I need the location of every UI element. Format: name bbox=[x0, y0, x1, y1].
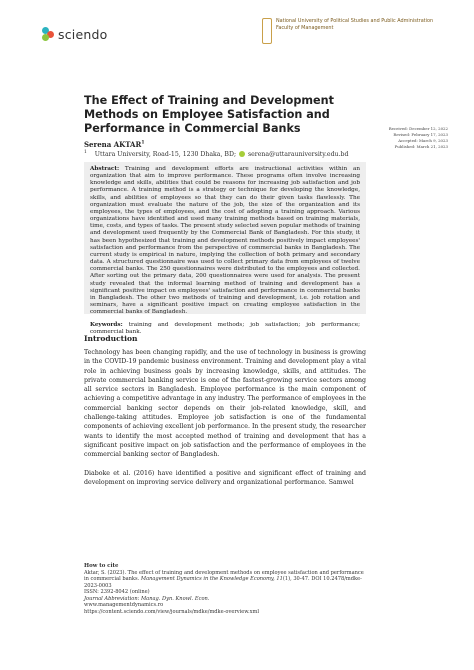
orcid-icon[interactable] bbox=[239, 151, 245, 157]
university-crest-icon bbox=[262, 18, 272, 44]
article-dates bbox=[338, 126, 448, 150]
institution-logo bbox=[262, 18, 438, 48]
citation-journal: Management Dynamics in the Knowledge Economy, 11 bbox=[140, 576, 283, 583]
citation-issue: (1), 30-47. DOI 10.2478/mdke-2023-0003 bbox=[84, 576, 362, 589]
date-published: Published: March 21, 2023 bbox=[394, 144, 448, 149]
section-heading-introduction: Introduction bbox=[84, 334, 138, 343]
citation bbox=[84, 570, 366, 590]
institution-line: Faculty of Management bbox=[276, 24, 334, 31]
issn: ISSN: 2392-8042 (online) bbox=[84, 589, 150, 596]
affiliation: Uttara University, Road-15, 1230 Dhaka, BD; bbox=[94, 151, 237, 159]
publisher-logo-text: sciendo bbox=[58, 26, 108, 42]
abstract-label: Abstract: bbox=[90, 166, 120, 172]
introduction-body bbox=[84, 348, 366, 496]
article-title: The Effect of Training and Development Methods on Employee Satisfaction and Performance in Commercial Banks bbox=[84, 94, 334, 136]
author-email[interactable]: serena@uttarauniversity.edu.bd bbox=[247, 151, 349, 159]
affiliation-number: 1 bbox=[84, 150, 87, 155]
author-line bbox=[84, 140, 144, 149]
institution-line: National University of Political Studies and Public Administration bbox=[276, 18, 434, 24]
keywords-text: training and development methods; job satisfaction; job performance; commercial bank. bbox=[90, 322, 360, 336]
author-name: Serena AKTAR bbox=[84, 140, 142, 149]
date-received: Received: December 12, 2022 bbox=[388, 126, 448, 131]
abstract-text: Training and development efforts are instructional activities within an organization that aim to improve performance. These programs often involve increasing knowledge and skills, abilities that could be reasons for increasing job satisfaction and job performance. A training method is a strategy or technique for developing the knowledge, skills, and abilities of employees so that they can do their given tasks flawlessly. The organization must evaluate the nature of the job, the size of the organization and its employees, the types of employees, and the cost of adopting a training approach. Various organizations have identified and used many training methods based on training materials, time, costs, and types of tasks. The present study selected seven popular methods of training and development used frequently by the Commercial Bank of Bangladesh. For this study, it has been hypothesized that training and development methods positively impact employees' satisfaction and performance from the perspective of commercial banks in Bangladesh. The current study is empirical in nature, implying the collection of both primary and secondary data. A structured questionnaire was used to collect primary data from employees of twelve commercial banks. The 250 questionnaires were distributed to the employees and collected. After sorting out the primary data, 200 questionnaires were used for analysis. The present study revealed that the informal learning method of training and development has a significant positive impact on employees' satisfaction and performance in commercial banks in Bangladesh. The other two methods of training and development, i.e. job rotation and seminars, have a significant positive impact on creating employee satisfaction in the commercial banks of Bangladesh. bbox=[90, 166, 360, 316]
abstract bbox=[90, 166, 360, 316]
sciendo-logo-icon bbox=[42, 27, 54, 41]
how-to-cite bbox=[84, 563, 366, 615]
body-paragraph: Technology has been changing rapidly, and the use of technology in business is growing in the COVID-19 pandemic business environment. Training and development play a vital role in achieving business goals by increasing knowledge, skills, and attitudes. The private commercial banking service is one of the fastest-growing service sectors among all service sectors in Bangladesh. Employee performance is the main component of achieving a competitive advantage in any industry. The performance of employees in the commercial banking sector depends on their job-related knowledge, skill, and challenge-taking attitudes. Employee job satisfaction is one of the fundamental components of achieving excellent job performance. In the present study, the researcher wants to identify the most accepted method of training and development that has a significant positive impact on job satisfaction and the performance of employees in the commercial banking sector of Bangladesh. bbox=[84, 349, 366, 459]
journal-website[interactable]: www.managementdynamics.ro bbox=[84, 602, 164, 609]
date-accepted: Accepted: March 9, 2023 bbox=[398, 138, 448, 143]
how-to-cite-heading: How to cite bbox=[84, 563, 119, 569]
body-paragraph: Diaboke et al. (2016) have identified a positive and significant effect of training and development on improving service delivery and organizational performance. Samwel bbox=[84, 469, 366, 486]
affiliation-line bbox=[84, 150, 348, 158]
keywords-label: Keywords: bbox=[90, 322, 123, 329]
abstract-box bbox=[84, 162, 366, 336]
journal-abbreviation: Journal Abbreviation: Manag. Dyn. Knowl. Econ. bbox=[84, 595, 210, 602]
publisher-logo bbox=[42, 24, 122, 44]
author-sup: 1 bbox=[141, 140, 145, 146]
date-revised: Revised: February 17, 2023 bbox=[393, 132, 448, 137]
journal-url[interactable]: https://content.sciendo.com/view/journals/mdke/mdke-overview.xml bbox=[84, 608, 259, 615]
citation-text: Aktar, S. (2023). The effect of training and development methods on employee satisfaction and performance in commercial banks. bbox=[84, 569, 364, 583]
